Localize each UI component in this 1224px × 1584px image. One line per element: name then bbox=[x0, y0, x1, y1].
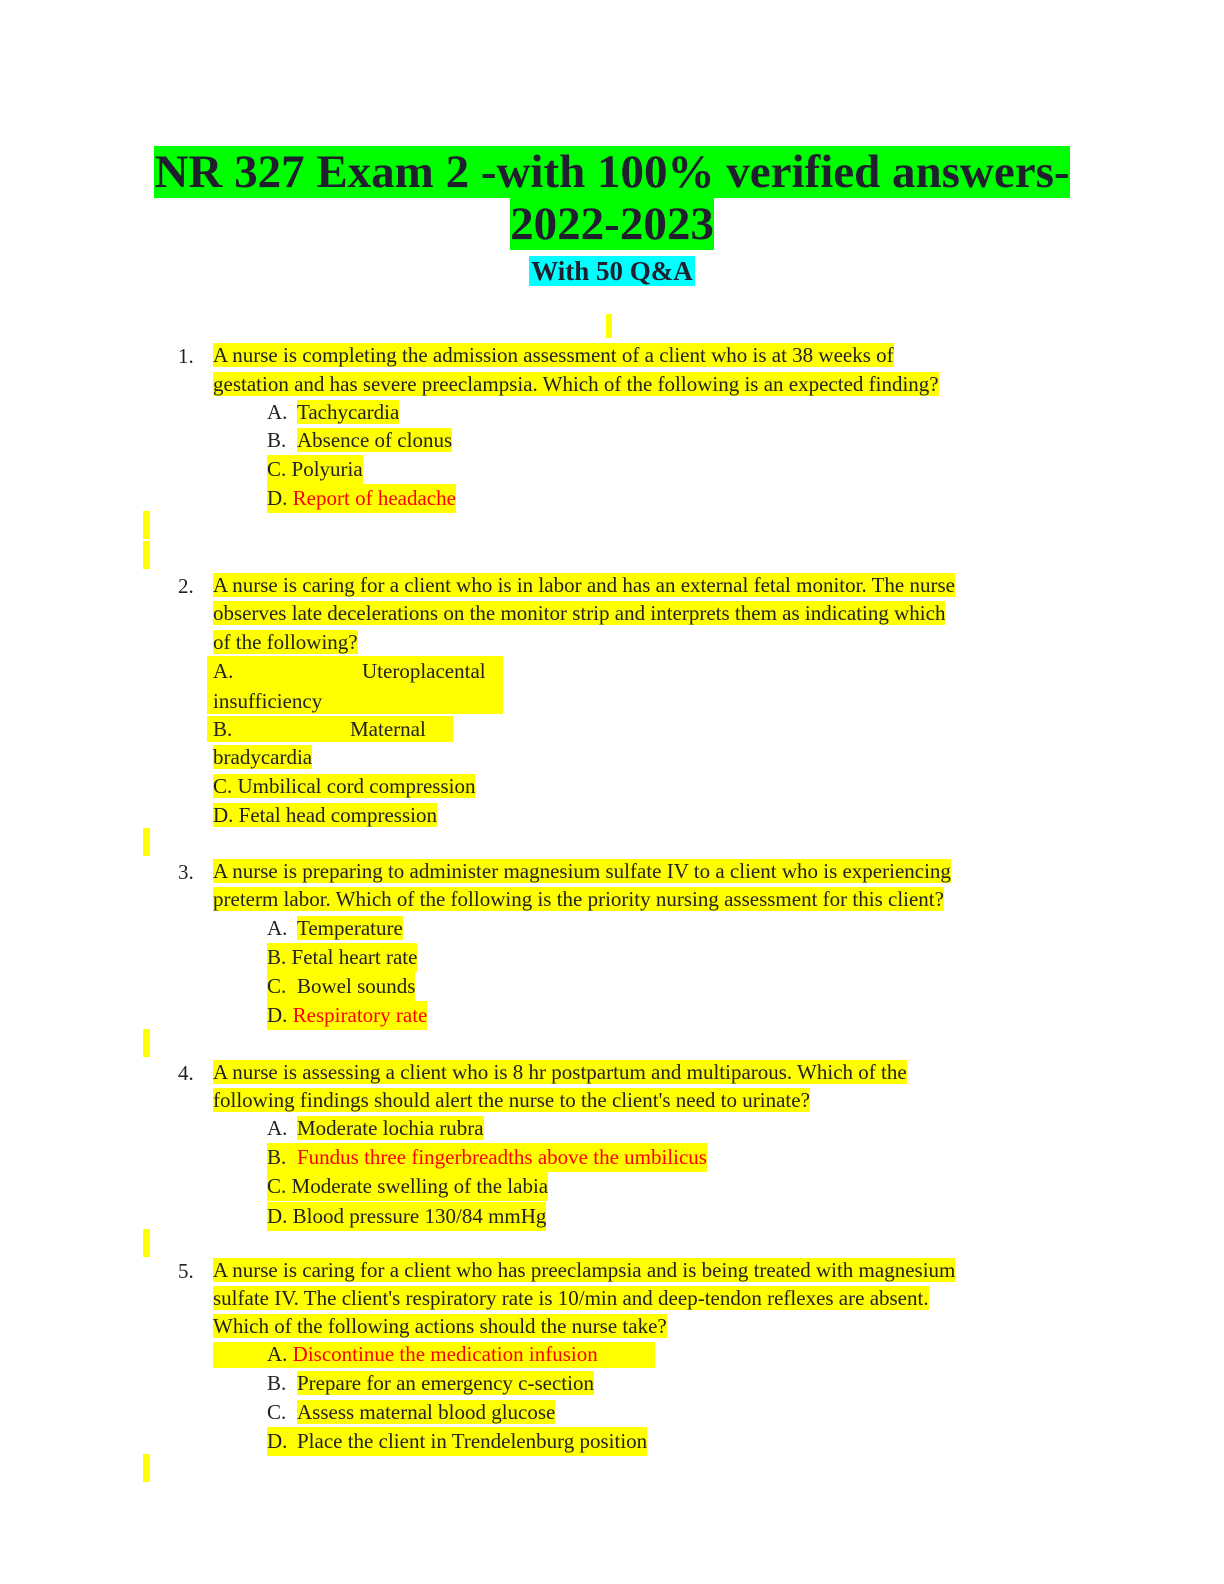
question-line: sulfate IV. The client's respiratory rate is 10/min and deep-tendon reflexes are absent. bbox=[213, 1286, 929, 1310]
question-number: 2. bbox=[178, 574, 194, 598]
question-line: Which of the following actions should the nurse take? bbox=[213, 1314, 667, 1338]
option: C. Polyuria bbox=[267, 455, 363, 484]
option-text: Temperature bbox=[297, 916, 403, 940]
question-text bbox=[213, 1312, 667, 1341]
question-text bbox=[213, 341, 894, 370]
option-correct-letter: A. bbox=[213, 659, 234, 683]
option: B. Fetal heart rate bbox=[267, 943, 417, 972]
option-correct: A. Discontinue the medication infusion bbox=[267, 1342, 598, 1366]
question-text bbox=[213, 1284, 929, 1313]
page-title-cont bbox=[0, 198, 1224, 250]
highlight-mark bbox=[143, 1029, 150, 1057]
question-line: of the following? bbox=[213, 630, 358, 654]
option-text: Fetal heart rate bbox=[291, 945, 418, 969]
question-line: A nurse is caring for a client who has preeclampsia and is being treated with magnesium bbox=[213, 1258, 956, 1282]
option-text: Place the client in Trendelenburg position bbox=[297, 1429, 648, 1453]
option-correct: B. Fundus three fingerbreadths above the umbilicus bbox=[267, 1143, 707, 1172]
option: B. Prepare for an emergency c-section bbox=[267, 1371, 594, 1395]
option: C. Moderate swelling of the labia bbox=[267, 1172, 548, 1201]
question-line: following findings should alert the nurse to the client's need to urinate? bbox=[213, 1088, 810, 1112]
option-text: Report of headache bbox=[292, 486, 456, 510]
option-text: Prepare for an emergency c-section bbox=[297, 1371, 594, 1395]
option: D. Fetal head compression bbox=[213, 803, 437, 827]
option-text: Maternal bbox=[350, 717, 426, 741]
question-text bbox=[213, 628, 358, 657]
subtitle-text: With 50 Q&A bbox=[531, 256, 693, 286]
option: A. Tachycardia bbox=[267, 400, 400, 424]
option-text-cont: insufficiency bbox=[213, 689, 323, 713]
question-number: 3. bbox=[178, 860, 194, 884]
question-line: gestation and has severe preeclampsia. Which of the following is an expected finding? bbox=[213, 372, 939, 396]
option-text: Assess maternal blood glucose bbox=[297, 1400, 556, 1424]
question-text bbox=[213, 1058, 907, 1087]
option-text: Moderate lochia rubra bbox=[297, 1116, 484, 1140]
highlight-mark bbox=[143, 1229, 150, 1257]
question-text bbox=[213, 1086, 810, 1115]
title-line-1: NR 327 Exam 2 -with 100% verified answers- bbox=[154, 146, 1070, 198]
option: C. Bowel sounds bbox=[267, 972, 415, 1001]
option: C. Umbilical cord compression bbox=[213, 774, 476, 798]
option-text: Polyuria bbox=[291, 457, 363, 481]
highlight-mark bbox=[143, 828, 150, 856]
question-text bbox=[213, 599, 945, 628]
option-text-cont: bradycardia bbox=[213, 745, 313, 769]
option-text: Blood pressure 130/84 mmHg bbox=[292, 1204, 547, 1228]
page-title bbox=[0, 146, 1224, 198]
page-subtitle bbox=[0, 255, 1224, 287]
question-line: A nurse is preparing to administer magnesium sulfate IV to a client who is experiencing bbox=[213, 859, 951, 883]
highlight-mark bbox=[143, 1454, 150, 1482]
question-line: preterm labor. Which of the following is the priority nursing assessment for this client? bbox=[213, 887, 944, 911]
option-text: Uteroplacental bbox=[362, 659, 486, 683]
question-text bbox=[213, 370, 939, 399]
question-text bbox=[213, 885, 944, 914]
highlight-mark bbox=[143, 511, 150, 539]
option-text: Umbilical cord compression bbox=[237, 774, 476, 798]
question-text bbox=[213, 1256, 955, 1285]
option-text: Tachycardia bbox=[297, 400, 400, 424]
question-line: observes late decelerations on the monitor strip and interprets them as indicating which bbox=[213, 601, 946, 625]
option: B. Absence of clonus bbox=[267, 428, 453, 452]
question-line: A nurse is assessing a client who is 8 hr postpartum and multiparous. Which of the bbox=[213, 1060, 907, 1084]
option-text: Bowel sounds bbox=[297, 974, 416, 998]
option: D. Place the client in Trendelenburg position bbox=[267, 1427, 647, 1456]
question-text bbox=[213, 571, 955, 600]
option: A. Temperature bbox=[267, 916, 403, 940]
option-text: Discontinue the medication infusion bbox=[292, 1342, 598, 1366]
question-number: 5. bbox=[178, 1259, 194, 1283]
question-line: A nurse is completing the admission assessment of a client who is at 38 weeks of bbox=[213, 343, 894, 367]
option-letter: B. bbox=[213, 717, 233, 741]
option-text: Fundus three fingerbreadths above the umbilicus bbox=[297, 1145, 707, 1169]
option-text: Moderate swelling of the labia bbox=[291, 1174, 549, 1198]
option-correct: D. Report of headache bbox=[267, 484, 456, 513]
question-line: A nurse is caring for a client who is in labor and has an external fetal monitor. The nurse bbox=[213, 573, 955, 597]
highlight-mark bbox=[143, 541, 150, 569]
option-text: Respiratory rate bbox=[292, 1003, 428, 1027]
title-line-2: 2022-2023 bbox=[510, 198, 714, 250]
option-correct: D. Respiratory rate bbox=[267, 1001, 427, 1030]
option: A. Moderate lochia rubra bbox=[267, 1116, 484, 1140]
highlight-mark bbox=[606, 314, 612, 338]
question-number: 1. bbox=[178, 344, 194, 368]
question-text bbox=[213, 857, 951, 886]
option: C. Assess maternal blood glucose bbox=[267, 1400, 556, 1424]
option-text: Fetal head compression bbox=[238, 803, 437, 827]
option-text: Absence of clonus bbox=[297, 428, 453, 452]
question-number: 4. bbox=[178, 1061, 194, 1085]
option: D. Blood pressure 130/84 mmHg bbox=[267, 1202, 546, 1231]
